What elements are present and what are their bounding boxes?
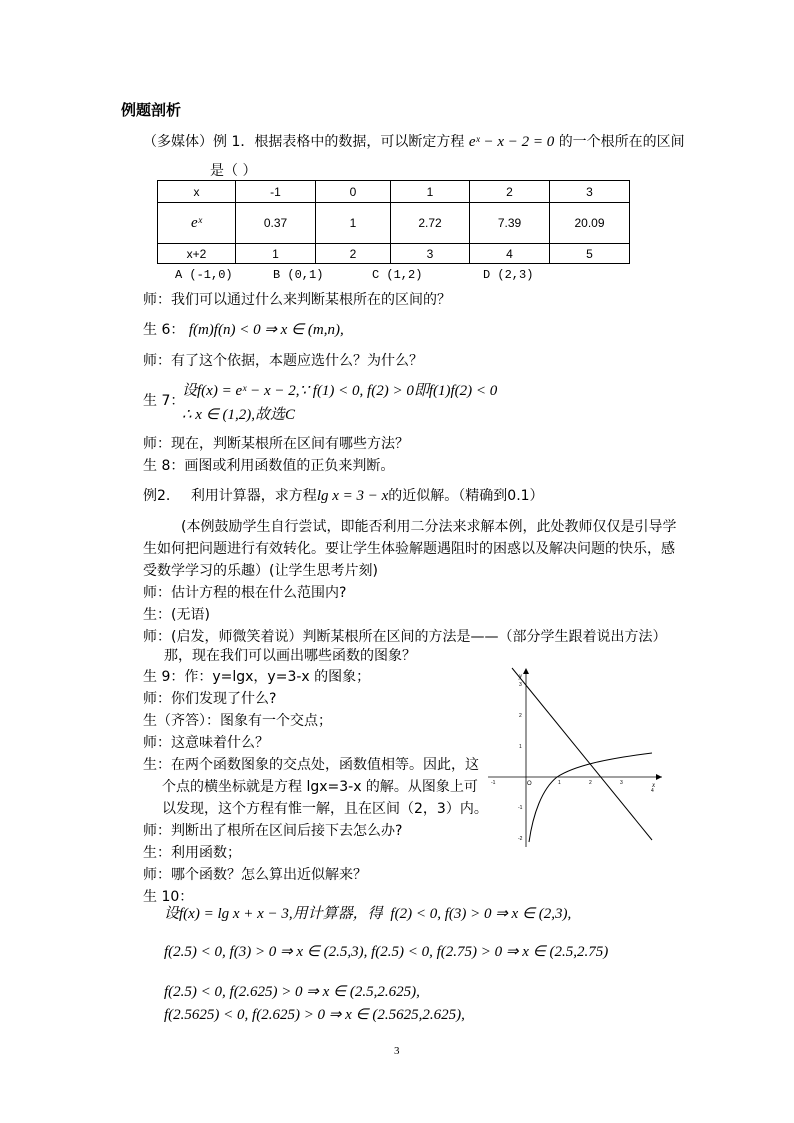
table-row: x+2 1 2 3 4 5 (158, 244, 630, 264)
dialog-line: 生：(无语) (143, 607, 210, 623)
solution-line: 设f(x) = lg x + x − 3,用计算器，得 f(2) < 0, f(3) > 0 ⇒ x ∈ (2,3), (164, 906, 572, 922)
dialog-line: 生：在两个函数图象的交点处，函数值相等。因此，这 (143, 757, 479, 773)
y-tick-label: 1 (519, 744, 522, 750)
page-number: 3 (394, 1045, 400, 1057)
dialog-line: 生 8：画图或利用函数值的正负来判断。 (143, 458, 395, 474)
x-tick-label: 4 (651, 788, 654, 794)
dialog-line: 生 6： f(m)f(n) < 0 ⇒ x ∈ (m,n), (143, 322, 344, 338)
dialog-line: 以发现，这个方程有惟一解，且在区间（2，3）内。 (162, 801, 488, 817)
y-tick-label: -2 (518, 836, 523, 842)
dialog-line: 师：现在，判断某根所在区间有哪些方法？ (143, 436, 409, 452)
example2: 例2. 利用计算器，求方程lg x = 3 − x的近似解。（精确到0.1） (143, 488, 544, 504)
example1-equation: eˣ − x − 2 = 0 (468, 134, 555, 150)
dialog-line: 个点的横坐标就是方程 lgx=3-x 的解。从图象上可 (162, 779, 478, 795)
line-y-3-minus-x (512, 668, 652, 840)
dialog-line: 师：(启发，师微笑着说）判断某根所在区间的方法是——（部分学生跟着说出方法） (143, 629, 667, 645)
example1-intro: （多媒体）例 1．根据表格中的数据，可以断定方程 eˣ − x − 2 = 0 的一个根所在的区间 (143, 134, 685, 150)
dialog-line: 师：哪个函数？怎么算出近似解来？ (143, 867, 367, 883)
dialog-line: 师：这意味着什么？ (143, 735, 269, 751)
table-row: eˣ 0.37 1 2.72 7.39 20.09 (158, 203, 630, 244)
dialog-line: 师：你们发现了什么? (143, 691, 277, 707)
dialog-line: 师：有了这个依据，本题应选什么？为什么？ (143, 353, 423, 369)
dialog-line: 生 9：作：y=lgx，y=3-x 的图象； (143, 669, 371, 685)
dialog-label: 生 7： (143, 393, 185, 409)
dialog-line: 师：我们可以通过什么来判断某根所在的区间的？ (143, 292, 451, 308)
dialog-line: 那，现在我们可以画出哪些函数的图象？ (164, 648, 416, 664)
y-axis-label: y (519, 672, 523, 680)
origin-label: O (527, 781, 532, 787)
dialog-math: ∴ x ∈ (1,2),故选C (182, 407, 296, 423)
y-tick-label: 3 (519, 682, 522, 688)
solution-line: f(2.5) < 0, f(2.625) > 0 ⇒ x ∈ (2.5,2.625), (164, 984, 420, 1000)
x-tick-label: 3 (620, 780, 623, 786)
solution-line: f(2.5625) < 0, f(2.625) > 0 ⇒ x ∈ (2.5625,2.625), (164, 1007, 465, 1023)
option-c: C (1,2) (372, 268, 423, 282)
x-tick-label: -1 (491, 780, 496, 786)
section-heading: 例题剖析 (121, 101, 182, 119)
y-axis-arrow-icon (523, 668, 529, 674)
table-row: x -1 0 1 2 3 (158, 181, 630, 203)
data-table (157, 180, 630, 264)
teaching-note: (本例鼓励学生自行尝试，即能否利用二分法来求解本例，此处教师仅仅是引导学生如何把问题进行有效转化。要让学生体验解题遇阻时的困惑以及解决问题的快乐，感受数学学习的乐趣）(让学生思考片刻) (143, 519, 677, 579)
x-axis-label: x (652, 781, 656, 789)
dialog-line: 师：判断出了根所在区间后接下去怎么办? (143, 823, 403, 839)
dialog-line: 生 10： (143, 889, 194, 905)
x-axis-arrow-icon (656, 774, 662, 780)
function-graph (484, 664, 664, 849)
dialog-math: 设f(x) = eˣ − x − 2,∵ f(1) < 0, f(2) > 0即f(1)f(2) < 0 (182, 383, 498, 399)
option-d: D (2,3) (483, 268, 534, 282)
dialog-line: 生（齐答）：图象有一个交点； (143, 713, 332, 729)
option-b: B (0,1) (273, 268, 324, 282)
y-tick-label: 2 (519, 713, 522, 719)
solution-line: f(2.5) < 0, f(3) > 0 ⇒ x ∈ (2.5,3), f(2.5) < 0, f(2.75) > 0 ⇒ x ∈ (2.5,2.75) (164, 944, 609, 960)
option-a: A (-1,0) (175, 268, 233, 282)
dialog-line: 师：估计方程的根在什么范围内? (143, 585, 347, 601)
curve-y-lgx (529, 753, 652, 842)
example1-blank: 是（ ） (210, 163, 257, 179)
x-tick-label: 2 (589, 780, 592, 786)
y-tick-label: -1 (518, 805, 523, 811)
x-tick-label: 1 (558, 780, 561, 786)
dialog-line: 生：利用函数； (143, 845, 241, 861)
